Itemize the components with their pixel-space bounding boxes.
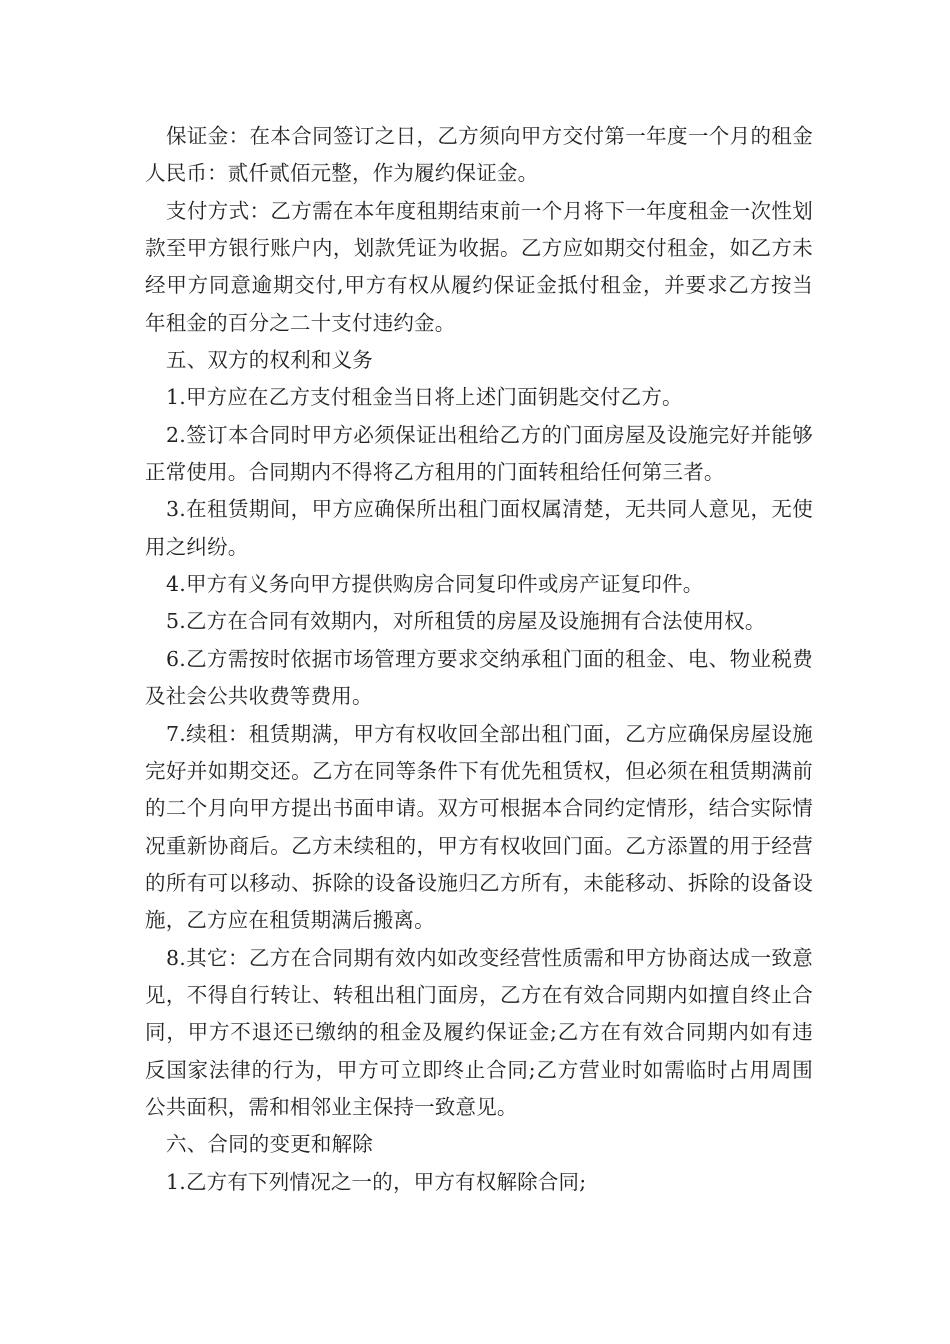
clause-item-7-renewal: 7.续租：租赁期满，甲方有权收回全部出租门面，乙方应确保房屋设施完好并如期交还。乙方在同等条件下有优先租赁权，但必须在租赁期满前的二个月向甲方提出书面申请。双方可根据本合同约定情形，结合实际情况重新协商后。乙方未续租的，甲方有权收回门面。乙方添置的用于经营的所有可以移动、拆除的设备设施归乙方所有，未能移动、拆除的设备设施，乙方应在租赁期满后搬离。 (145, 721, 813, 933)
clause-item-2: 2.签订本合同时甲方必须保证出租给乙方的门面房屋及设施完好并能够正常使用。合同期内不得将乙方租用的门面转租给任何第三者。 (145, 422, 813, 485)
clause-item-6: 6.乙方需按时依据市场管理方要求交纳承租门面的租金、电、物业税费及社会公共收费等费用。 (145, 646, 813, 709)
clause-item-3: 3.在租赁期间，甲方应确保所出租门面权属清楚，无共同人意见，无使用之纠纷。 (145, 497, 813, 559)
clause-termination-item-1: 1.乙方有下列情况之一的，甲方有权解除合同; (166, 1169, 587, 1194)
section-heading-change-termination: 六、合同的变更和解除 (166, 1132, 373, 1157)
clause-item-8-other: 8.其它：乙方在合同期有效内如改变经营性质需和甲方协商达成一致意见，不得自行转让、转租出租门面房，乙方在有效合同期内如擅自终止合同，甲方不退还已缴纳的租金及履约保证金;乙方在有效合同期内如有违反国家法律的行为，甲方可立即终止合同;乙方营业时如需临时占用周围公共面积，需和相邻业主保持一致意见。 (145, 945, 813, 1119)
section-heading-rights-obligations: 五、双方的权利和义务 (166, 348, 373, 373)
document-body (145, 118, 813, 1201)
paragraph-payment-method: 支付方式：乙方需在本年度租期结束前一个月将下一年度租金一次性划款至甲方银行账户内，划款凭证为收据。乙方应如期交付租金，如乙方未经甲方同意逾期交付,甲方有权从履约保证金抵付租金，并要求乙方按当年租金的百分之二十支付违约金。 (145, 198, 813, 335)
clause-item-5: 5.乙方在合同有效期内，对所租赁的房屋及设施拥有合法使用权。 (166, 609, 766, 634)
clause-item-1: 1.甲方应在乙方支付租金当日将上述门面钥匙交付乙方。 (166, 385, 683, 410)
clause-item-4: 4.甲方有义务向甲方提供购房合同复印件或房产证复印件。 (166, 572, 704, 597)
paragraph-deposit: 保证金：在本合同签订之日，乙方须向甲方交付第一年度一个月的租金人民币：贰仟贰佰元整，作为履约保证金。 (145, 124, 813, 186)
